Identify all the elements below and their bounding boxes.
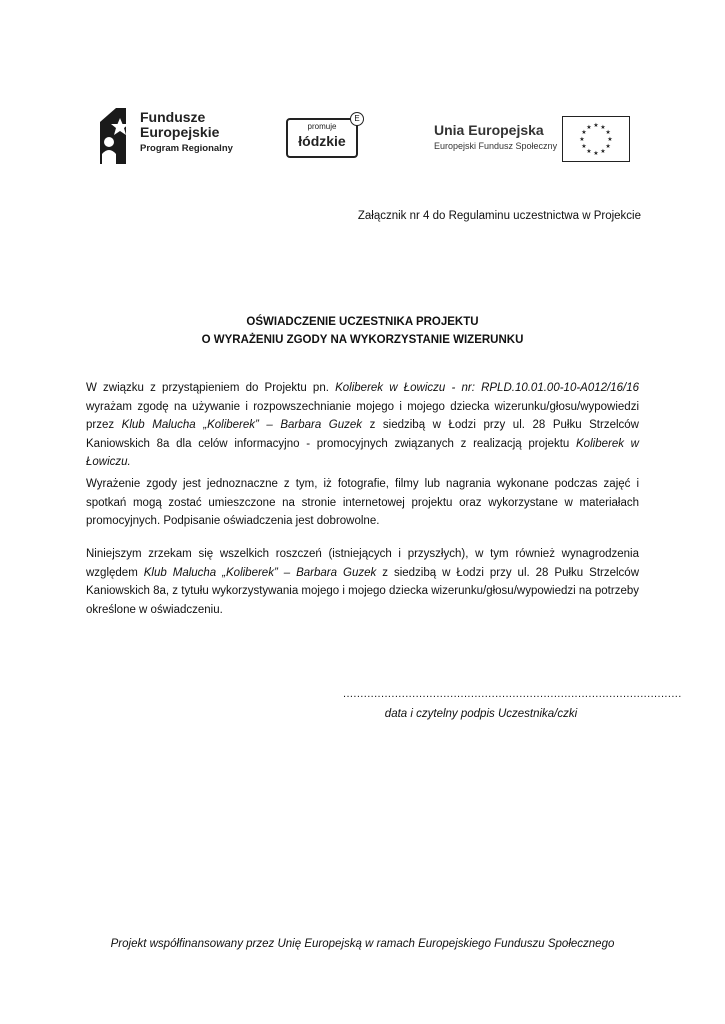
lodz-name-text: łódzkie — [298, 133, 346, 149]
eu-star-icon: ★ — [581, 144, 587, 150]
p1-text1: W związku z przystąpieniem do Projektu pn. — [86, 382, 336, 394]
eu-star-icon: ★ — [600, 149, 606, 156]
attachment-note: Załącznik nr 4 do Regulaminu uczestnictwa w Projekcie — [357, 210, 641, 222]
eu-star-icon: ★ — [600, 124, 606, 131]
unia-europejska-logo — [434, 122, 564, 151]
fe-line1: Fundusze — [140, 109, 206, 125]
signature-label: data i czytelny podpis Uczestnika/czki — [384, 708, 578, 720]
p1-club-name: Klub Malucha „Koliberek” – Barbara Guzek — [121, 419, 363, 432]
eu-star-icon: ★ — [581, 130, 587, 136]
fe-line2: Europejskie — [140, 124, 220, 140]
promuje-lodzkie-logo — [286, 114, 366, 162]
lodz-small-text: promuje — [307, 122, 337, 131]
eu-star-icon: ★ — [607, 137, 613, 143]
logo-bar — [96, 108, 631, 168]
p1-project-name: Koliberek w Łowiczu - nr: RPLD.10.01.00-10-A012/16/16 — [335, 382, 639, 394]
ue-title: Unia Europejska — [434, 122, 544, 138]
eu-flag-icon — [562, 116, 630, 162]
p3-text1: Niniejszym zrzekam się wszelkich roszczeń (istniejących i przyszłych), w tym również wynagrodzenia względem — [86, 548, 639, 579]
eu-star-icon: ★ — [579, 137, 585, 143]
eu-star-icon: ★ — [605, 144, 611, 150]
fe-line3: Program Regionalny — [140, 143, 233, 154]
eu-star-icon: ★ — [605, 130, 611, 136]
eu-star-icon: ★ — [586, 149, 592, 156]
paragraph-consent — [86, 379, 639, 472]
eu-star-icon: ★ — [586, 124, 592, 131]
document-title-line1: OŚWIADCZENIE UCZESTNIKA PROJEKTU — [246, 316, 479, 328]
document-title-line2: O WYRAŻENIU ZGODY NA WYKORZYSTANIE WIZERUNKU — [201, 334, 524, 346]
p1-project-name2: Koliberek w Łowiczu. — [86, 437, 639, 469]
p1-text3: z siedzibą w Łodzi przy ul. 28 Pułku Strzelców Kaniowskich 8a dla celów informacyjno - promocyjnych związanych z realizacją projektu — [86, 419, 639, 450]
eu-star-icon: ★ — [593, 151, 599, 157]
eu-star-icon: ★ — [593, 123, 599, 129]
p3-text2: z siedzibą w Łodzi przy ul. 28 Pułku Strzelców Kaniowskich 8a, z tytułu wykorzystywania mojego i mojego dziecka wizerunku/głosu/wypowiedzi na potrzeby określone w oświadczeniu. — [86, 566, 640, 616]
footer-note: Projekt współfinansowany przez Unię Europejską w ramach Europejskiego Funduszu Społecznego — [110, 938, 615, 950]
paragraph-voluntary: Wyrażenie zgody jest jednoznaczne z tym, iż fotografie, filmy lub nagrania wykonane podczas zajęć i spotkań mogą zostać umieszczone na stronie internetowej projektu oraz wykorzystane w materiałach promocyjnych. Podpisanie oświadczenia jest dobrowolne. — [86, 478, 639, 528]
p3-club-name: Klub Malucha „Koliberek” – Barbara Guzek — [143, 566, 377, 579]
fundusze-europejskie-logo — [96, 108, 246, 168]
signature-line: .................................................................................................. — [343, 688, 682, 700]
paragraph-waiver — [86, 545, 639, 619]
fe-emblem-icon — [96, 108, 136, 164]
lodz-e-mark: E — [350, 112, 364, 126]
p1-text2: wyrażam zgodę na używanie i rozpowszechnianie mojego i mojego dziecka wizerunku/głosu/wypowiedzi przez — [86, 400, 639, 432]
ue-subtitle: Europejski Fundusz Społeczny — [434, 141, 558, 151]
